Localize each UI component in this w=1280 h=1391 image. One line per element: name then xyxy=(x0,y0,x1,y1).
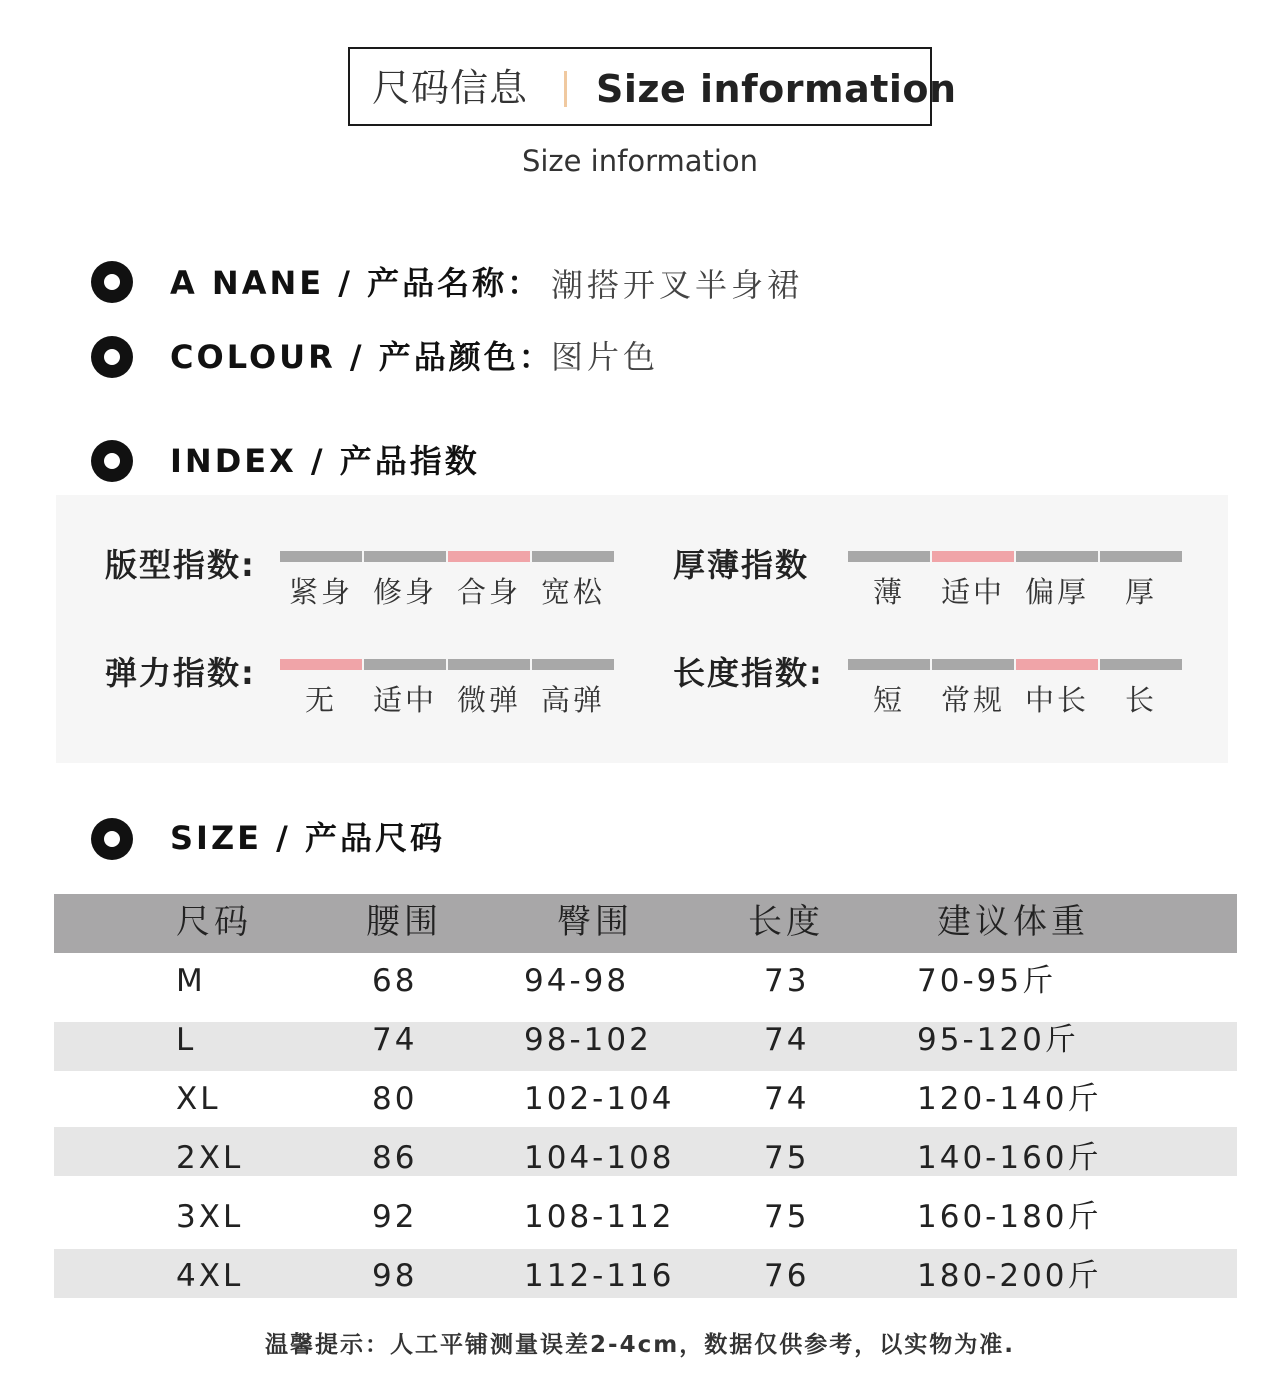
table-cell: 74 xyxy=(764,1081,810,1117)
table-cell: 3XL xyxy=(176,1199,244,1235)
table-cell: 120-140斤 xyxy=(917,1081,1102,1117)
index-bar-segment xyxy=(1100,659,1182,670)
bullet-icon xyxy=(91,336,133,378)
title-chinese: 尺码信息 xyxy=(372,66,529,110)
table-cell: 112-116 xyxy=(524,1258,675,1294)
table-cell: 74 xyxy=(764,1022,810,1058)
index-name: 弹力指数: xyxy=(105,654,256,692)
index-option: 修身 xyxy=(372,575,437,609)
table-header-cell: 尺码 xyxy=(176,902,252,942)
table-cell: 140-160斤 xyxy=(917,1140,1102,1176)
table-cell: 75 xyxy=(764,1199,810,1235)
index-name: 长度指数: xyxy=(673,654,824,692)
index-bar-segment xyxy=(364,551,446,562)
bullet-icon xyxy=(91,261,133,303)
subtitle: Size information xyxy=(521,144,759,178)
table-header-cell: 长度 xyxy=(748,902,824,942)
table-header-cell: 臀围 xyxy=(557,902,633,942)
index-bar-segment-selected xyxy=(280,659,362,670)
index-bar-segment xyxy=(932,659,1014,670)
index-bar-segment xyxy=(532,659,614,670)
table-cell: 75 xyxy=(764,1140,810,1176)
table-cell: 73 xyxy=(764,963,810,999)
index-option: 长 xyxy=(1124,683,1157,717)
index-option: 适中 xyxy=(372,683,437,717)
size-section-label: SIZE / 产品尺码 xyxy=(170,819,445,857)
title-english: Size information xyxy=(596,67,957,111)
index-bar-segment xyxy=(1016,551,1098,562)
table-cell: 104-108 xyxy=(524,1140,675,1176)
index-bar-segment-selected xyxy=(932,551,1014,562)
table-cell: 86 xyxy=(372,1140,418,1176)
index-bar-segment xyxy=(848,551,930,562)
index-panel xyxy=(56,495,1228,763)
index-option: 高弹 xyxy=(540,683,605,717)
product-name-value: 潮搭开叉半身裙 xyxy=(551,266,804,304)
product-colour-label: COLOUR / 产品颜色： xyxy=(170,338,554,376)
index-name: 厚薄指数 xyxy=(673,546,810,584)
table-cell: 68 xyxy=(372,963,418,999)
index-option: 短 xyxy=(872,683,905,717)
index-bar-segment-selected xyxy=(1016,659,1098,670)
title-box xyxy=(348,47,957,126)
index-bar-segment-selected xyxy=(448,551,530,562)
index-option: 常规 xyxy=(940,683,1005,717)
footnote: 温馨提示：人工平铺测量误差2-4cm，数据仅供参考，以实物为准. xyxy=(265,1332,1015,1358)
index-option: 合身 xyxy=(456,575,521,609)
table-cell: 98-102 xyxy=(524,1022,652,1058)
index-option: 微弹 xyxy=(456,683,521,717)
product-name-label: A NANE / 产品名称： xyxy=(170,264,543,302)
table-cell: XL xyxy=(176,1081,221,1117)
index-bar-segment xyxy=(532,551,614,562)
index-option: 紧身 xyxy=(288,575,353,609)
table-cell: 70-95斤 xyxy=(917,963,1057,999)
table-cell: 180-200斤 xyxy=(917,1258,1102,1294)
index-bar-segment xyxy=(364,659,446,670)
table-cell: 92 xyxy=(372,1199,418,1235)
index-bar-segment xyxy=(1100,551,1182,562)
index-option: 中长 xyxy=(1024,683,1089,717)
title-separator xyxy=(564,71,567,107)
table-cell: 80 xyxy=(372,1081,418,1117)
table-cell: 74 xyxy=(372,1022,418,1058)
index-bar-segment xyxy=(848,659,930,670)
table-header-cell: 腰围 xyxy=(366,902,442,942)
table-cell: 98 xyxy=(372,1258,418,1294)
table-cell: 2XL xyxy=(176,1140,244,1176)
index-option: 宽松 xyxy=(540,575,605,609)
index-bar-segment xyxy=(280,551,362,562)
table-cell: 108-112 xyxy=(524,1199,675,1235)
index-bar-segment xyxy=(448,659,530,670)
table-cell: L xyxy=(176,1022,197,1058)
index-option: 厚 xyxy=(1124,575,1157,609)
table-cell: M xyxy=(176,963,206,999)
index-name: 版型指数: xyxy=(105,546,256,584)
product-colour-value: 图片色 xyxy=(551,338,660,376)
table-cell: 95-120斤 xyxy=(917,1022,1079,1058)
index-option: 偏厚 xyxy=(1024,575,1089,609)
bullet-icon xyxy=(91,440,133,482)
table-cell: 94-98 xyxy=(524,963,630,999)
index-option: 适中 xyxy=(940,575,1005,609)
index-option: 薄 xyxy=(872,575,905,609)
table-cell: 102-104 xyxy=(524,1081,675,1117)
index-option: 无 xyxy=(304,683,337,717)
index-section-label: INDEX / 产品指数 xyxy=(170,442,480,480)
table-cell: 160-180斤 xyxy=(917,1199,1102,1235)
table-cell: 4XL xyxy=(176,1258,244,1294)
table-cell: 76 xyxy=(764,1258,810,1294)
table-header-cell: 建议体重 xyxy=(937,902,1089,942)
bullet-icon xyxy=(91,818,133,860)
